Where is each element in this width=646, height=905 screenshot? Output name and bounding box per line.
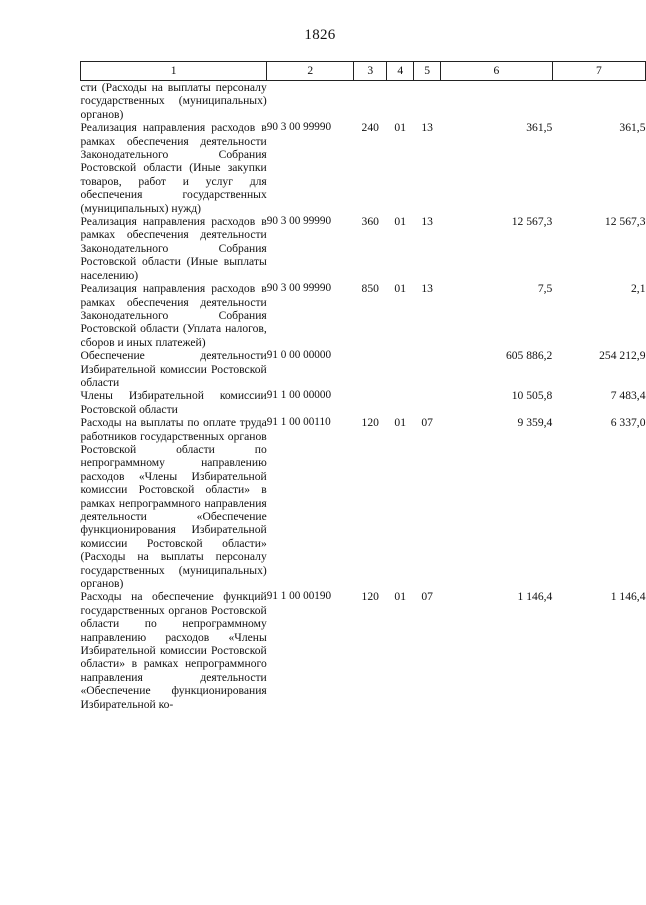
row-sum2 (552, 81, 645, 122)
row-vr: 240 (361, 121, 379, 135)
row-rz: 01 (394, 121, 407, 135)
row-pr: 13 (421, 121, 433, 135)
table-row (81, 416, 646, 590)
row-rz (387, 349, 414, 389)
row-pr: 07 (421, 590, 433, 604)
table-row (81, 389, 646, 416)
row-rz: 01 (394, 416, 407, 430)
row-code: 91 0 00 00000 (266, 349, 332, 362)
table-row (81, 590, 646, 711)
row-sum1: 9 359,4 (517, 416, 553, 430)
row-vr: 120 (361, 590, 379, 604)
row-pr (414, 389, 441, 416)
row-rz (387, 81, 414, 122)
row-name: Реализация направления расходов в рамках обеспечения деятельности Законодательного Собрания Ростовской области (Иные закупки товаров, работ и услуг для обеспечения государственных (муниципальных) нужд) (80, 121, 267, 215)
row-rz: 01 (394, 282, 407, 296)
row-name: Расходы на выплаты по оплате труда работников государственных органов Ростовской области по непрограммному направлению расходов «Члены Избирательной комиссии Ростовской области» в рамках непрограммного направления деятельности «Обеспечение функционирования Избирательной комиссии Ростовской области» (Расходы на выплаты персоналу государственных (муниципальных) органов) (80, 416, 267, 591)
row-pr: 13 (421, 282, 433, 296)
table-row (81, 121, 646, 215)
row-vr (354, 81, 387, 122)
row-vr (354, 389, 387, 416)
row-pr: 13 (421, 215, 433, 229)
row-sum2: 2,1 (631, 282, 646, 296)
row-sum2: 12 567,3 (604, 215, 646, 229)
row-sum1: 1 146,4 (517, 590, 553, 604)
header-col-3: 3 (354, 62, 387, 81)
header-col-1: 1 (81, 62, 267, 81)
row-code: 90 3 00 99990 (266, 121, 332, 134)
row-sum2: 7 483,4 (610, 389, 646, 403)
row-name: Члены Избирательной комиссии Ростовской области (80, 389, 267, 416)
row-pr (414, 349, 441, 389)
row-vr: 360 (361, 215, 379, 229)
row-code: 90 3 00 99990 (266, 215, 332, 228)
row-vr: 850 (361, 282, 379, 296)
row-pr (414, 81, 441, 122)
row-name: Реализация направления расходов в рамках обеспечения деятельности Законодательного Собрания Ростовской области (Иные выплаты населению) (80, 215, 267, 282)
table-row (81, 215, 646, 282)
table-row (81, 282, 646, 349)
budget-table (80, 61, 646, 711)
header-col-4: 4 (387, 62, 414, 81)
row-vr: 120 (361, 416, 379, 430)
row-sum1: 605 886,2 (505, 349, 553, 363)
row-name: Расходы на обеспечение функций государственных органов Ростовской области по непрограммному направлению расходов «Члены Избирательной комиссии Ростовской области» в рамках непрограммного направления деятельности «Обеспечение функционирования Избирательной ко- (80, 590, 267, 711)
page-number: 1826 (304, 27, 336, 43)
header-col-7: 7 (552, 62, 645, 81)
row-pr: 07 (421, 416, 433, 430)
row-sum1: 12 567,3 (511, 215, 553, 229)
row-sum1: 10 505,8 (511, 389, 553, 403)
row-sum1: 361,5 (526, 121, 553, 135)
row-name: сти (Расходы на выплаты персоналу государственных (муниципальных) органов) (80, 81, 267, 121)
row-sum2: 361,5 (619, 121, 646, 135)
row-code: 91 1 00 00000 (266, 389, 332, 402)
row-name: Реализация направления расходов в рамках обеспечения деятельности Законодательного Собрания Ростовской области (Уплата налогов, сборов и иных платежей) (80, 282, 267, 349)
table-row (81, 81, 646, 122)
row-code: 91 1 00 00190 (266, 590, 332, 603)
table-header (81, 62, 646, 81)
row-sum1 (441, 81, 553, 122)
row-code (267, 81, 354, 122)
row-sum1: 7,5 (537, 282, 553, 296)
header-col-6: 6 (441, 62, 553, 81)
row-rz: 01 (394, 215, 407, 229)
row-sum2: 6 337,0 (610, 416, 646, 430)
header-col-5: 5 (414, 62, 441, 81)
row-name: Обеспечение деятельности Избирательной комиссии Ростовской области (80, 349, 267, 389)
table-row (81, 349, 646, 389)
row-code: 90 3 00 99990 (266, 282, 332, 295)
row-rz (387, 389, 414, 416)
row-code: 91 1 00 00110 (266, 416, 331, 429)
row-sum2: 1 146,4 (610, 590, 646, 604)
row-sum2: 254 212,9 (599, 349, 646, 363)
header-col-2: 2 (267, 62, 354, 81)
row-vr (354, 349, 387, 389)
row-rz: 01 (394, 590, 407, 604)
